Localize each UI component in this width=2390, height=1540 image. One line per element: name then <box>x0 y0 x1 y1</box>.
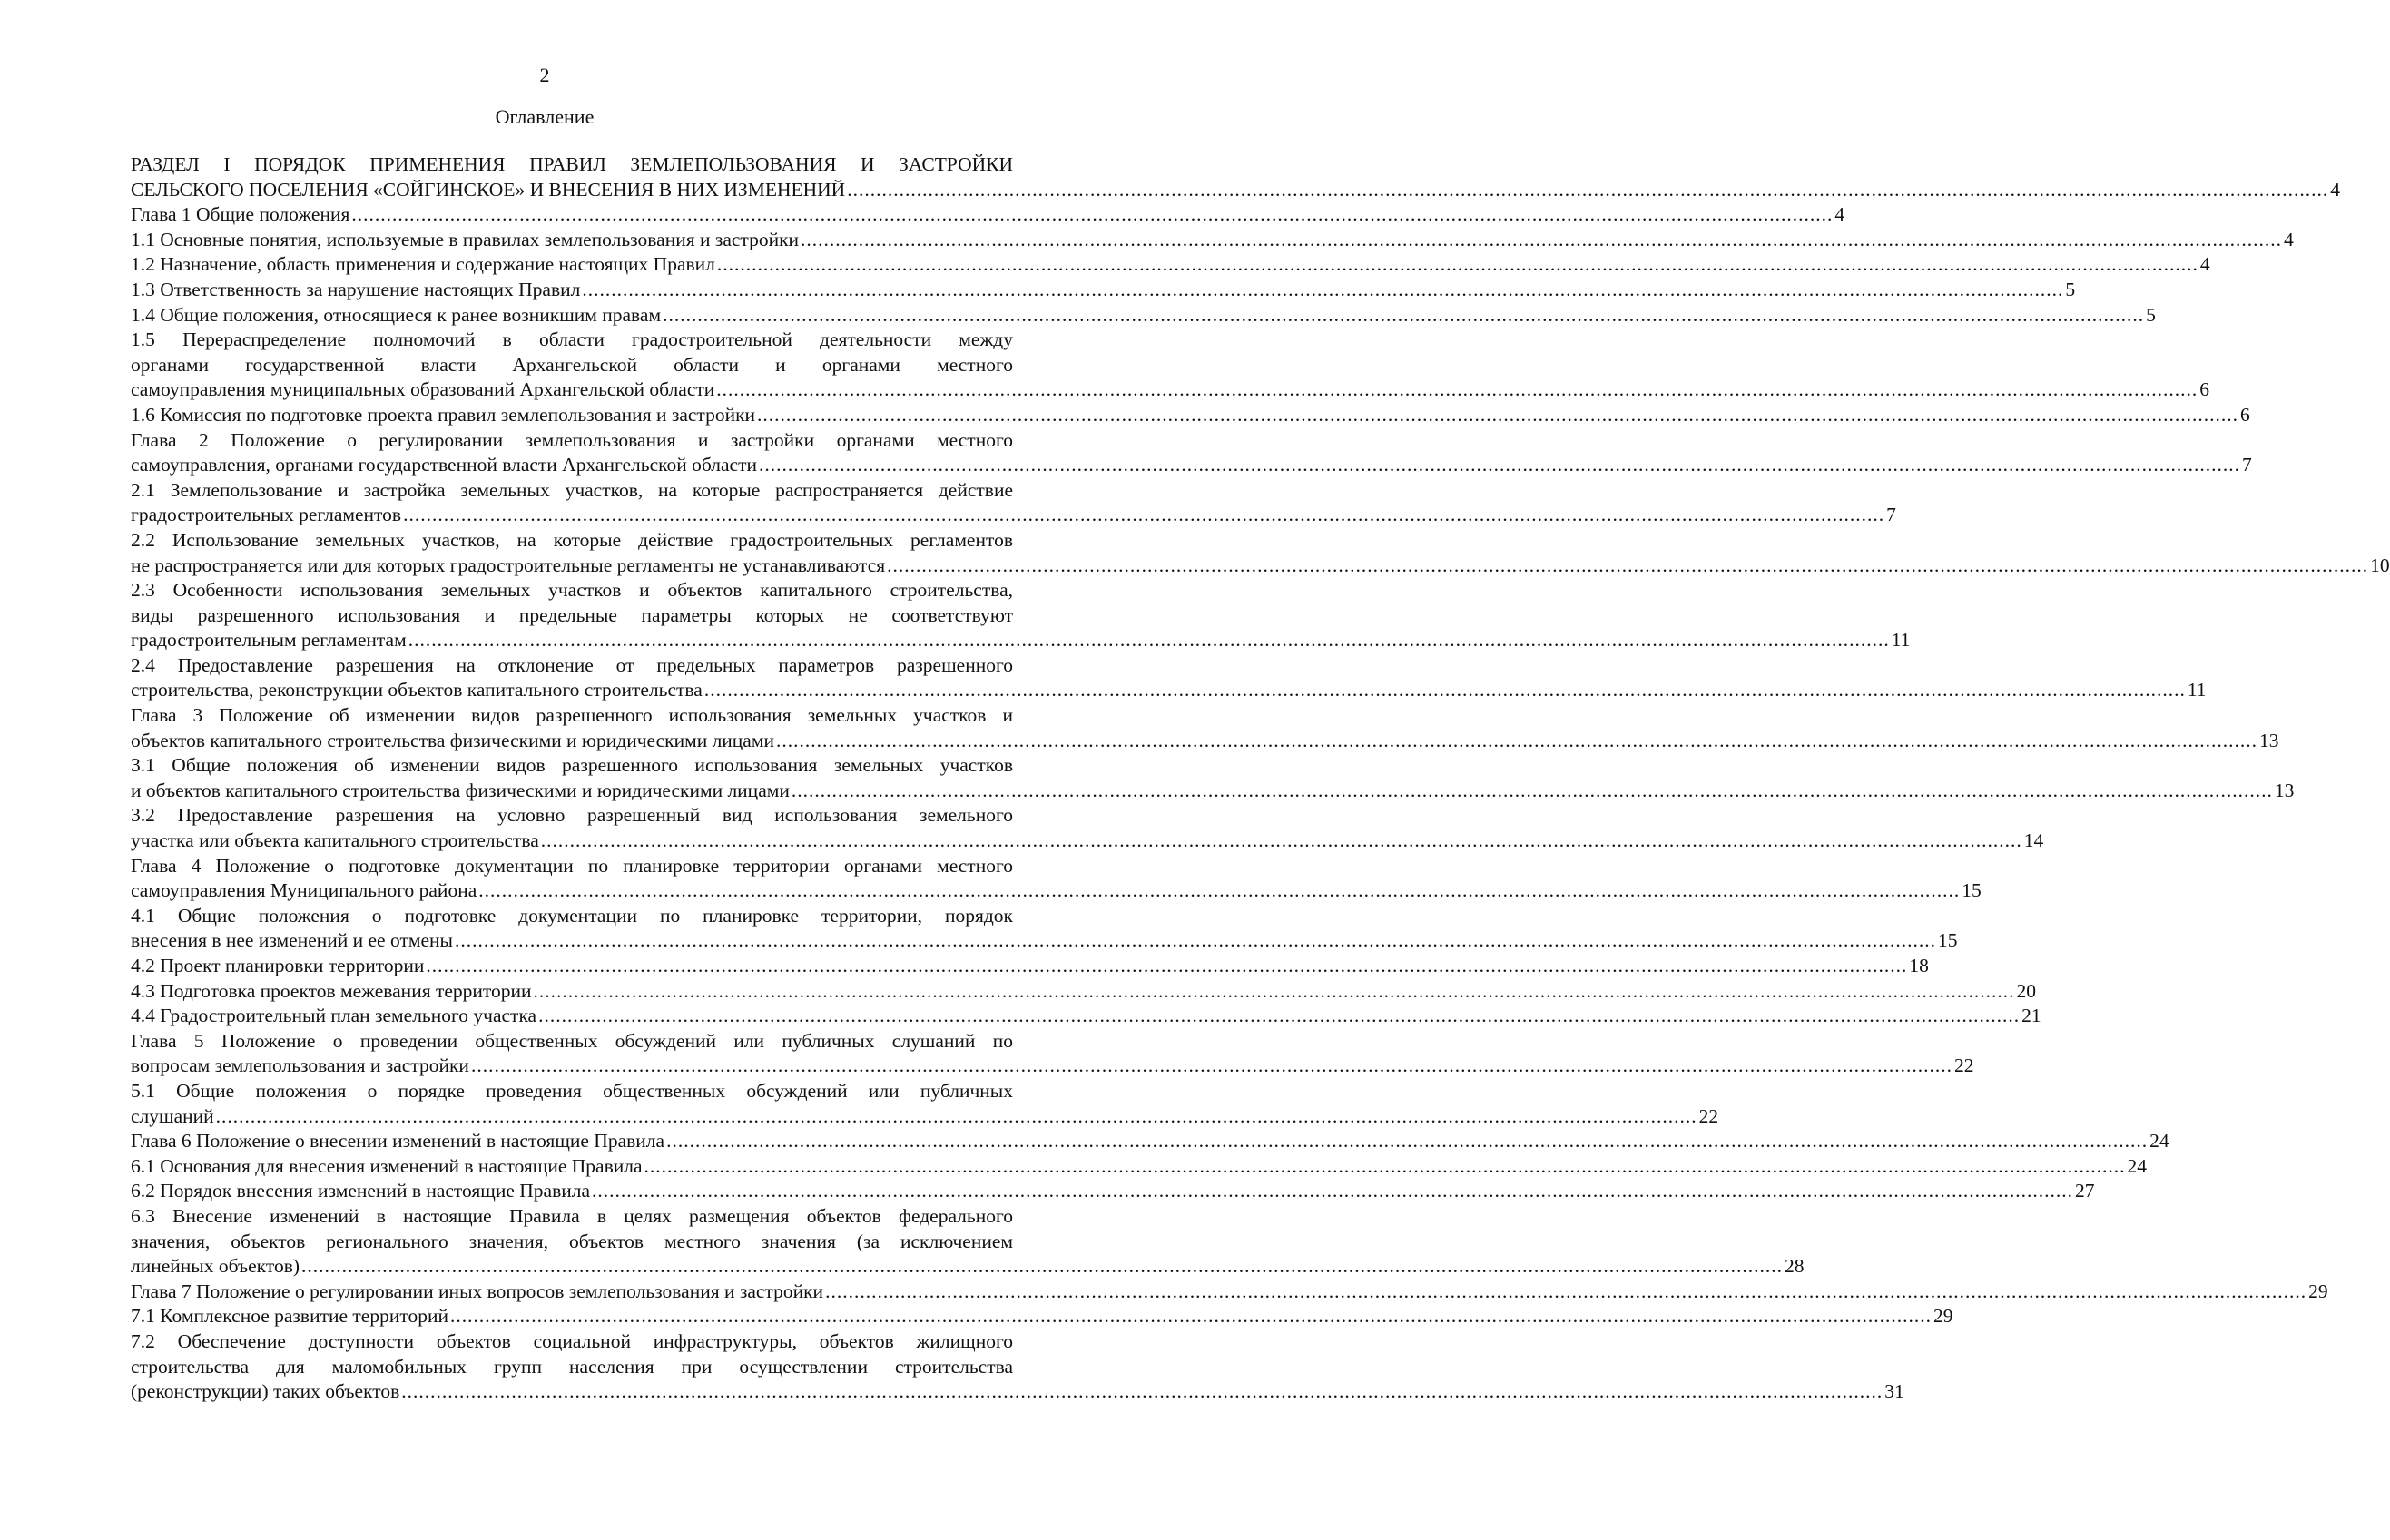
toc-page-number: 6 <box>2240 403 2250 426</box>
dot-leader <box>426 954 1907 979</box>
toc-entry-title: объектов капитального строительства физическими и юридическими лицами <box>131 729 774 751</box>
toc-entry-title: 4.4 Градостроительный план земельного участка <box>131 1005 537 1027</box>
dot-leader <box>759 453 2240 478</box>
toc-entry-text-line: 1.5 Перераспределение полномочий в области градостроительной деятельности между <box>131 329 1013 351</box>
toc-entry-text-line: виды разрешенного использования и предельные параметры которых не соответствуют <box>131 603 1013 626</box>
toc-entry[interactable] <box>131 328 2210 403</box>
toc-page-number: 15 <box>1937 929 1958 952</box>
toc-page-number: 4 <box>2330 178 2340 201</box>
toc-entry-title: СЕЛЬСКОГО ПОСЕЛЕНИЯ «СОЙГИНСКОЕ» И ВНЕСЕНИЯ В НИХ ИЗМЕНЕНИЙ <box>131 178 846 201</box>
toc-page-number: 11 <box>2187 679 2207 701</box>
toc-entry[interactable] <box>131 303 2156 329</box>
dot-leader <box>757 403 2238 428</box>
toc-entry-title: Глава 1 Общие положения <box>131 203 350 226</box>
toc-page-number: 6 <box>2199 378 2210 401</box>
toc-entry[interactable] <box>131 578 1911 653</box>
toc-entry-text-line: 3.1 Общие положения об изменении видов разрешенного использования земельных участков <box>131 754 1013 777</box>
toc-page-number: 5 <box>2146 303 2156 326</box>
toc-page-number: 20 <box>2016 979 2037 1002</box>
toc-entry-title: самоуправления муниципальных образований Архангельской области <box>131 378 715 401</box>
dot-leader <box>534 979 2015 1005</box>
dot-leader <box>592 1179 2073 1204</box>
toc-entry-text-line: РАЗДЕЛ I ПОРЯДОК ПРИМЕНЕНИЯ ПРАВИЛ ЗЕМЛЕПОЛЬЗОВАНИЯ И ЗАСТРОЙКИ <box>131 153 1013 175</box>
toc-entry[interactable] <box>131 1204 1805 1280</box>
toc-entry[interactable] <box>131 428 2252 478</box>
toc-page-number: 29 <box>1933 1305 1953 1328</box>
toc-entry-title: Глава 7 Положение о регулировании иных вопросов землепользования и застройки <box>131 1280 824 1302</box>
toc-page-number: 28 <box>1785 1255 1805 1278</box>
dot-leader <box>717 252 2198 278</box>
toc-entry-title: строительства, реконструкции объектов капитального строительства <box>131 679 703 701</box>
toc-entry-text-line: Глава 5 Положение о проведении общественных обсуждений или публичных слушаний по <box>131 1029 1013 1052</box>
toc-page-number: 4 <box>1834 203 1845 226</box>
toc-page-number: 22 <box>1953 1054 1974 1077</box>
toc-entry-text-line: значения, объектов регионального значения, объектов местного значения (за исключением <box>131 1230 1013 1252</box>
toc-entry-title: внесения в нее изменений и ее отмены <box>131 929 453 952</box>
toc-entry-text-line: строительства для маломобильных групп населения при осуществлении строительства <box>131 1355 1013 1378</box>
dot-leader <box>644 1154 2126 1180</box>
dot-leader <box>541 829 2022 854</box>
toc-entry[interactable] <box>131 1280 2328 1305</box>
toc-entry[interactable] <box>131 403 2250 428</box>
dot-leader <box>663 303 2144 329</box>
toc-entry-title: и объектов капитального строительства физическими и юридическими лицами <box>131 779 790 801</box>
toc-entry[interactable] <box>131 954 1929 979</box>
toc-page-number: 11 <box>1891 629 1911 652</box>
dot-leader <box>582 278 2063 303</box>
toc-page-number: 21 <box>2021 1005 2041 1027</box>
dot-leader <box>351 202 1833 228</box>
toc-entry-text-line: 2.2 Использование земельных участков, на которые действие градостроительных регламентов <box>131 528 1013 551</box>
toc-entry[interactable] <box>131 1329 1904 1405</box>
toc-entry-title: слушаний <box>131 1104 214 1127</box>
toc-page-number: 7 <box>1886 504 1896 526</box>
toc-entry-title: не распространяется или для которых градостроительные регламенты не устанавливаются <box>131 554 886 576</box>
dot-leader <box>403 503 1884 528</box>
dot-leader <box>801 228 2282 253</box>
dot-leader <box>716 378 2198 403</box>
toc-page-number: 29 <box>2308 1280 2328 1302</box>
toc-entry-title: линейных объектов) <box>131 1255 300 1278</box>
toc-entry[interactable] <box>131 528 2390 578</box>
toc-page-number: 24 <box>2127 1154 2148 1177</box>
toc-entry-title: участка или объекта капитального строительства <box>131 829 539 852</box>
toc-page-number: 24 <box>2149 1130 2169 1153</box>
toc-page-number: 14 <box>2023 829 2044 852</box>
dot-leader <box>825 1280 2306 1305</box>
toc-page-number: 10 <box>2370 554 2390 576</box>
toc-entry-title: градостроительных регламентов <box>131 504 402 526</box>
toc-entry-text-line: Глава 2 Положение о регулировании землепользования и застройки органами местного <box>131 428 1013 451</box>
dot-leader <box>792 779 2273 804</box>
toc-entry-title: вопросам землепользования и застройки <box>131 1054 469 1077</box>
page-number: 2 <box>539 64 550 86</box>
table-of-contents <box>131 152 2390 1405</box>
toc-entry-title: (реконструкции) таких объектов <box>131 1380 400 1403</box>
toc-page-number: 31 <box>1884 1380 1904 1403</box>
toc-entry[interactable] <box>131 979 2037 1005</box>
toc-entry[interactable] <box>131 1179 2095 1204</box>
toc-page-number: 7 <box>2241 454 2252 476</box>
toc-page-number: 27 <box>2075 1180 2095 1202</box>
toc-entry-text-line: 3.2 Предоставление разрешения на условно разрешенный вид использования земельного <box>131 804 1013 827</box>
toc-entry[interactable] <box>131 202 1845 228</box>
dot-leader <box>704 678 2186 703</box>
dot-leader <box>847 178 2328 203</box>
toc-entry[interactable] <box>131 1004 2041 1029</box>
toc-entry[interactable] <box>131 803 2044 853</box>
toc-entry-text-line: органами государственной власти Архангельской области и органами местного <box>131 353 1013 376</box>
toc-entry[interactable] <box>131 478 1896 528</box>
toc-entry[interactable] <box>131 1079 1719 1129</box>
toc-page-number: 13 <box>2274 779 2295 801</box>
toc-entry-title: самоуправления Муниципального района <box>131 879 477 902</box>
dot-leader <box>408 628 1890 653</box>
toc-entry-title: 4.2 Проект планировки территории <box>131 955 425 976</box>
toc-page-number: 18 <box>1909 955 1929 976</box>
dot-leader <box>450 1304 1932 1329</box>
toc-entry[interactable] <box>131 753 2295 803</box>
toc-entry-title: 6.2 Порядок внесения изменений в настоящие Правила <box>131 1180 591 1202</box>
toc-entry-text-line: 6.3 Внесение изменений в настоящие Правила в целях размещения объектов федерального <box>131 1204 1013 1227</box>
dot-leader <box>776 729 2257 754</box>
dot-leader <box>666 1129 2148 1154</box>
toc-page-number: 4 <box>2284 228 2294 250</box>
toc-entry-title: 1.3 Ответственность за нарушение настоящих Правил <box>131 278 581 300</box>
toc-entry[interactable] <box>131 653 2207 703</box>
toc-page-number: 15 <box>1962 879 1982 902</box>
toc-entry[interactable] <box>131 1129 2169 1154</box>
toc-page-number: 22 <box>1698 1104 1719 1127</box>
dot-leader <box>887 554 2368 579</box>
toc-entry-text-line: 2.4 Предоставление разрешения на отклонение от предельных параметров разрешенного <box>131 653 1013 676</box>
toc-entry-title: Глава 6 Положение о внесении изменений в настоящие Правила <box>131 1130 665 1153</box>
toc-entry-title: 4.3 Подготовка проектов межевания территории <box>131 979 532 1002</box>
toc-entry-text-line: 5.1 Общие положения о порядке проведения общественных обсуждений или публичных <box>131 1079 1013 1102</box>
dot-leader <box>538 1004 2020 1029</box>
toc-page-number: 4 <box>2199 253 2210 276</box>
toc-entry[interactable] <box>131 278 2076 303</box>
toc-entry-text-line: 2.3 Особенности использования земельных участков и объектов капитального строительства, <box>131 579 1013 602</box>
dot-leader <box>455 928 1936 954</box>
toc-entry[interactable] <box>131 252 2210 278</box>
toc-entry-text-line: 7.2 Обеспечение доступности объектов социальной инфраструктуры, объектов жилищного <box>131 1329 1013 1352</box>
toc-entry[interactable] <box>131 703 2279 753</box>
dot-leader <box>471 1054 1952 1079</box>
toc-page-number: 13 <box>2258 729 2279 751</box>
toc-entry-text-line: 2.1 Землепользование и застройка земельных участков, на которые распространяется действие <box>131 478 1013 501</box>
toc-entry-title: градостроительным регламентам <box>131 629 407 652</box>
dot-leader <box>301 1254 1783 1280</box>
toc-entry[interactable] <box>131 228 2294 253</box>
toc-entry-text-line: Глава 3 Положение об изменении видов разрешенного использования земельных участков и <box>131 704 1013 727</box>
toc-entry[interactable] <box>131 854 1982 904</box>
toc-entry-text-line: Глава 4 Положение о подготовке документации по планировке территории органами местного <box>131 854 1013 877</box>
dot-leader <box>401 1379 1883 1405</box>
toc-entry[interactable] <box>131 904 1958 954</box>
toc-entry-title: 6.1 Основания для внесения изменений в настоящие Правила <box>131 1154 643 1177</box>
toc-entry-title: 1.6 Комиссия по подготовке проекта правил землепользования и застройки <box>131 403 756 426</box>
toc-entry-title: 1.1 Основные понятия, используемые в правилах землепользования и застройки <box>131 228 800 250</box>
dot-leader <box>478 878 1960 904</box>
toc-page-number: 5 <box>2065 278 2076 300</box>
toc-entry-title: 7.1 Комплексное развитие территорий <box>131 1305 448 1328</box>
toc-entry-text-line: 4.1 Общие положения о подготовке документации по планировке территории, порядок <box>131 904 1013 927</box>
toc-entry-title: 1.4 Общие положения, относящиеся к ранее возникшим правам <box>131 303 662 326</box>
toc-entry[interactable] <box>131 152 2340 202</box>
toc-entry-title: 1.2 Назначение, область применения и содержание настоящих Правил <box>131 253 715 276</box>
dot-leader <box>216 1104 1697 1130</box>
toc-entry[interactable] <box>131 1304 1953 1329</box>
toc-title: Оглавление <box>495 105 595 128</box>
toc-entry-title: самоуправления, органами государственной власти Архангельской области <box>131 454 757 476</box>
toc-entry[interactable] <box>131 1154 2148 1180</box>
toc-entry[interactable] <box>131 1029 1974 1079</box>
